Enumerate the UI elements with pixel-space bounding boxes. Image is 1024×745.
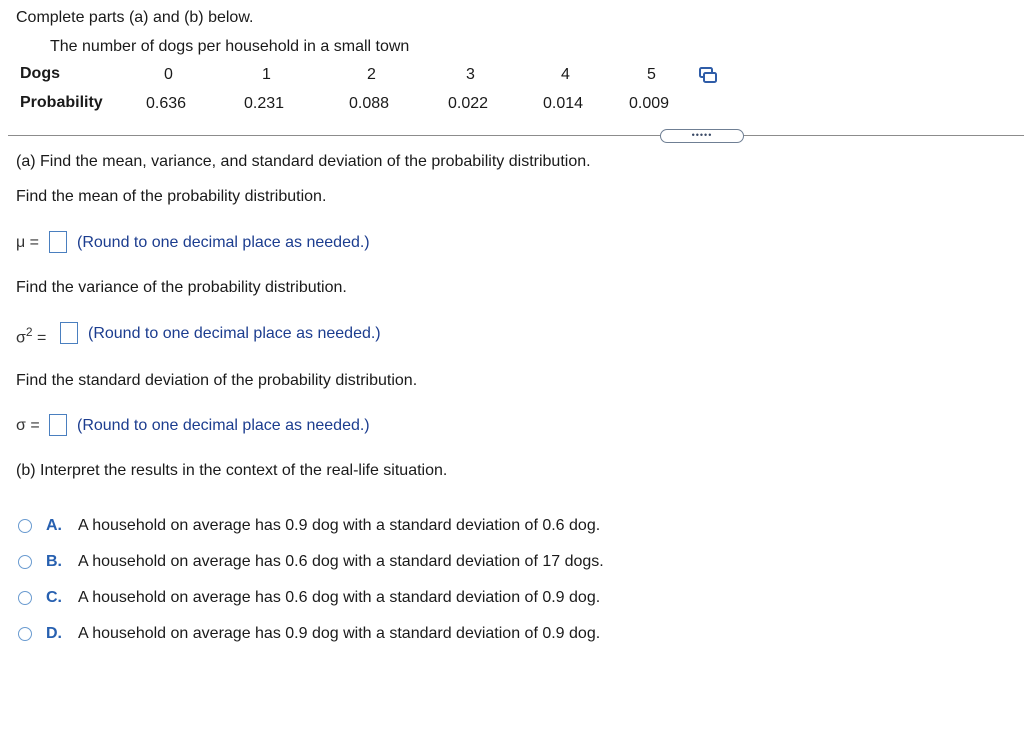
mean-input[interactable]	[49, 231, 67, 253]
mean-round-hint: (Round to one decimal place as needed.)	[77, 234, 370, 251]
probability-cell: 0.022	[448, 95, 489, 112]
sd-prompt: Find the standard deviation of the probability distribution.	[16, 372, 418, 389]
mean-prompt: Find the mean of the probability distribution.	[16, 188, 327, 205]
dogs-cell: 4	[561, 66, 570, 83]
radio-button[interactable]	[18, 555, 32, 569]
probability-cell: 0.636	[146, 95, 187, 112]
option-letter: D.	[46, 625, 62, 642]
copy-icon[interactable]	[698, 66, 718, 84]
row-header-probability: Probability	[20, 94, 103, 111]
probability-cell: 0.014	[543, 95, 584, 112]
instructions: Complete parts (a) and (b) below.	[16, 9, 254, 26]
option-letter: A.	[46, 517, 62, 534]
mean-symbol: μ =	[16, 234, 40, 251]
part-a-heading: (a) Find the mean, variance, and standard deviation of the probability distribution.	[16, 153, 591, 170]
dogs-cell: 0	[164, 66, 173, 83]
option-text: A household on average has 0.9 dog with a standard deviation of 0.9 dog.	[78, 625, 601, 642]
part-b-heading: (b) Interpret the results in the context of the real-life situation.	[16, 462, 448, 479]
section-divider	[8, 135, 1024, 136]
probability-cell: 0.088	[349, 95, 390, 112]
radio-button[interactable]	[18, 627, 32, 641]
variance-prompt: Find the variance of the probability distribution.	[16, 279, 347, 296]
radio-button[interactable]	[18, 591, 32, 605]
row-header-dogs: Dogs	[20, 65, 60, 82]
option-letter: B.	[46, 553, 62, 570]
more-button[interactable]: •••••	[660, 129, 744, 143]
variance-symbol-eq: =	[32, 329, 47, 347]
radio-button[interactable]	[18, 519, 32, 533]
dogs-cell: 5	[647, 66, 656, 83]
variance-symbol-exp: 2	[25, 325, 33, 339]
option-letter: C.	[46, 589, 62, 606]
option-text: A household on average has 0.9 dog with a standard deviation of 0.6 dog.	[78, 517, 601, 534]
table-caption: The number of dogs per household in a small town	[50, 38, 410, 55]
probability-cell: 0.231	[244, 95, 285, 112]
sd-symbol: σ =	[16, 417, 40, 434]
variance-symbol	[16, 325, 46, 347]
dogs-cell: 2	[367, 66, 376, 83]
variance-symbol-base: σ	[16, 329, 26, 347]
variance-input[interactable]	[60, 322, 78, 344]
probability-cell: 0.009	[629, 95, 670, 112]
sd-round-hint: (Round to one decimal place as needed.)	[77, 417, 370, 434]
dogs-cell: 1	[262, 66, 271, 83]
option-text: A household on average has 0.6 dog with a standard deviation of 17 dogs.	[78, 553, 604, 570]
dogs-cell: 3	[466, 66, 475, 83]
variance-round-hint: (Round to one decimal place as needed.)	[88, 325, 381, 342]
sd-input[interactable]	[49, 414, 67, 436]
option-text: A household on average has 0.6 dog with a standard deviation of 0.9 dog.	[78, 589, 601, 606]
